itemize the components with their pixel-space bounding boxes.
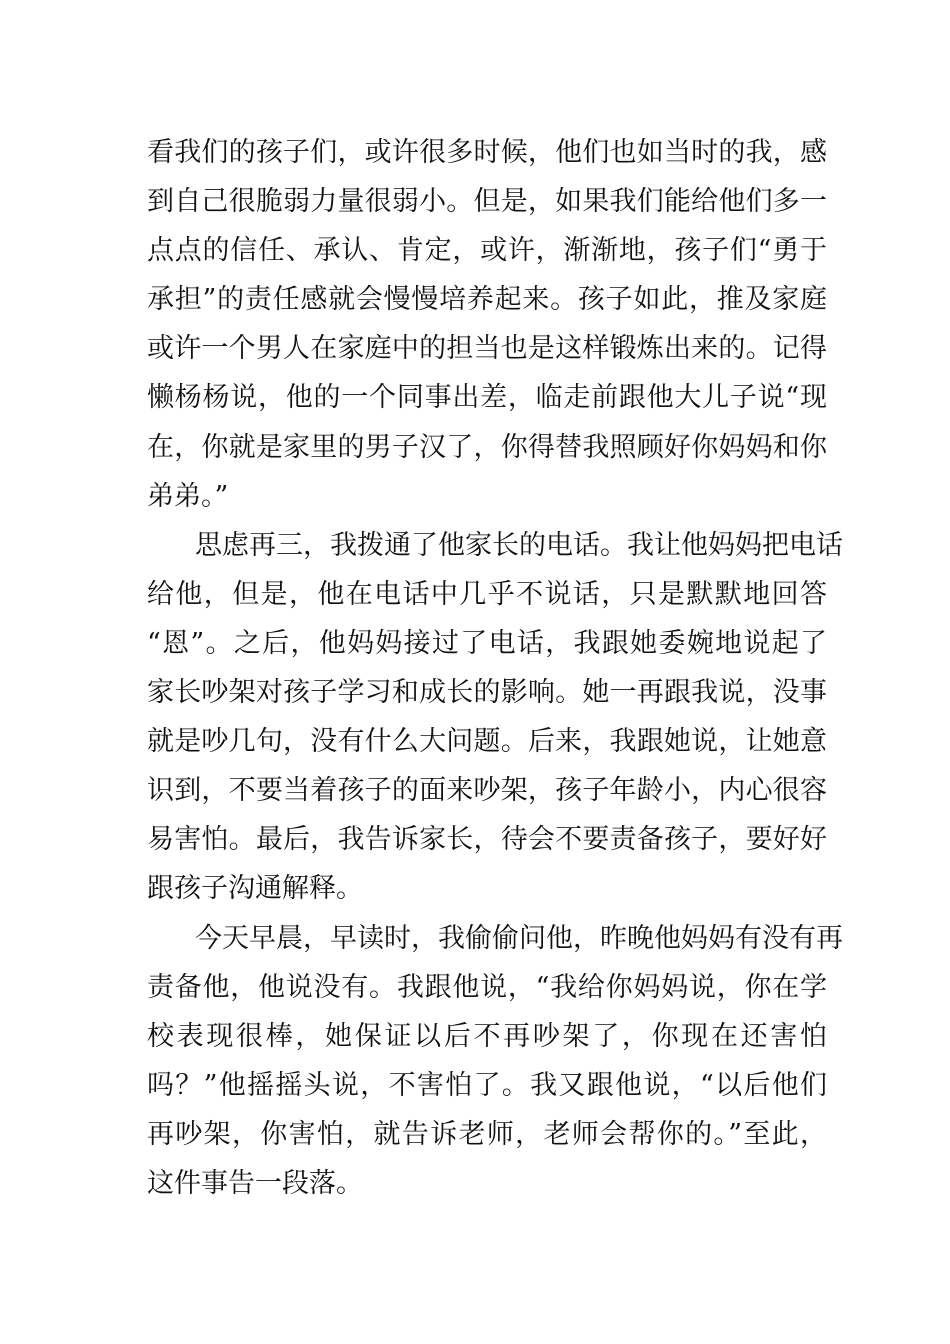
text-line: 吗？”他摇摇头说，不害怕了。我又跟他说，“以后他们 bbox=[147, 1069, 827, 1101]
text-line: 承担”的责任感就会慢慢培养起来。孩子如此，推及家庭 bbox=[147, 284, 827, 316]
text-line: 责备他，他说没有。我跟他说，“我给你妈妈说，你在学 bbox=[147, 971, 827, 1003]
paragraph-1 bbox=[147, 128, 827, 521]
text-line: 到自己很脆弱力量很弱小。但是，如果我们能给他们多一 bbox=[147, 186, 827, 218]
text-line: 今天早晨，早读时，我偷偷问他，昨晚他妈妈有没有再 bbox=[195, 922, 843, 954]
text-line: 点点的信任、承认、肯定，或许，渐渐地，孩子们“勇于 bbox=[147, 235, 827, 267]
text-line: 弟弟。” bbox=[147, 480, 229, 512]
text-line: 懒杨杨说，他的一个同事出差，临走前跟他大儿子说“现 bbox=[147, 382, 827, 414]
text-line: “恩”。之后，他妈妈接过了电话，我跟她委婉地说起了 bbox=[147, 627, 827, 659]
body-text bbox=[147, 128, 843, 1208]
text-line: 思虑再三，我拨通了他家长的电话。我让他妈妈把电话 bbox=[195, 529, 843, 561]
text-line: 易害怕。最后，我告诉家长，待会不要责备孩子，要好好 bbox=[147, 824, 827, 856]
text-line: 给他，但是，他在电话中几乎不说话，只是默默地回答 bbox=[147, 578, 827, 610]
text-line: 看我们的孩子们，或许很多时候，他们也如当时的我，感 bbox=[147, 137, 827, 168]
text-line: 在，你就是家里的男子汉了，你得替我照顾好你妈妈和你 bbox=[147, 431, 827, 463]
text-line: 识到，不要当着孩子的面来吵架，孩子年龄小，内心很容 bbox=[147, 775, 827, 807]
text-line: 或许一个男人在家庭中的担当也是这样锻炼出来的。记得 bbox=[147, 333, 827, 365]
paragraph-2 bbox=[147, 521, 843, 914]
text-line: 再吵架，你害怕，就告诉老师，老师会帮你的。”至此， bbox=[147, 1118, 827, 1150]
text-line: 这件事告一段落。 bbox=[147, 1167, 363, 1199]
text-line: 就是吵几句，没有什么大问题。后来，我跟她说，让她意 bbox=[147, 726, 827, 758]
text-line: 跟孩子沟通解释。 bbox=[147, 873, 363, 905]
text-line: 家长吵架对孩子学习和成长的影响。她一再跟我说，没事 bbox=[147, 677, 827, 709]
text-line: 校表现很棒，她保证以后不再吵架了，你现在还害怕 bbox=[147, 1020, 827, 1052]
paragraph-3 bbox=[147, 914, 843, 1209]
